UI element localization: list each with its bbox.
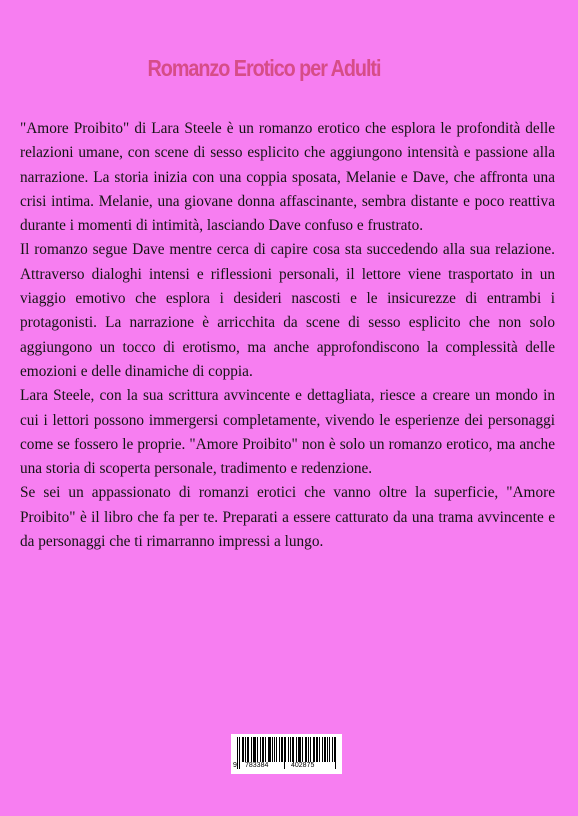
- blurb-paragraph: "Amore Proibito" di Lara Steele è un romanzo erotico che esplora le profondità delle relazioni umane, con scene di sesso esplicito che aggiungono intensità e passione alla narrazione. La storia inizia con una coppia sposata, Melanie e Dave, che affronta una crisi intima. Melanie, una giovane donna affascinante, sembra distante e poco reattiva durante i momenti di intimità, lasciando Dave confuso e frustrato.: [20, 120, 555, 235]
- back-cover-blurb: [20, 117, 555, 554]
- barcode-digit-first: 9: [233, 762, 237, 769]
- barcode-digits-right: 402875: [291, 762, 315, 769]
- blurb-paragraph: Lara Steele, con la sua scrittura avvincente e dettagliata, riesce a creare un mondo in cui i lettori possono immergersi completamente, vivendo le esperienze dei personaggi come se fossero le proprie. "Amore Proibito" non è solo un romanzo erotico, ma anche una storia di scoperta personale, tradimento e redenzione.: [20, 387, 555, 478]
- barcode-digits-left: 783384: [245, 762, 269, 769]
- blurb-paragraph: Il romanzo segue Dave mentre cerca di capire cosa sta succedendo alla sua relazione. Attraverso dialoghi intensi e riflessioni personali, il lettore viene trasportato in un viaggio emotivo che esplora i desideri nascosti e le insicurezze di entrambi i protagonisti. La narrazione è arricchita da scene di sesso esplicito che non solo aggiungono un tocco di erotismo, ma anche approfondiscono la complessità delle emozioni e delle dinamiche di coppia.: [20, 241, 555, 380]
- blurb-paragraph: Se sei un appassionato di romanzi erotici che vanno oltre la superficie, "Amore Proibito" è il libro che fa per te. Preparati a essere catturato da una trama avvincente e da personaggi che ti rimarranno impressi a lungo.: [20, 484, 555, 551]
- cover-title: Romanzo Erotico per Adulti: [147, 55, 381, 82]
- isbn-barcode: [231, 734, 342, 774]
